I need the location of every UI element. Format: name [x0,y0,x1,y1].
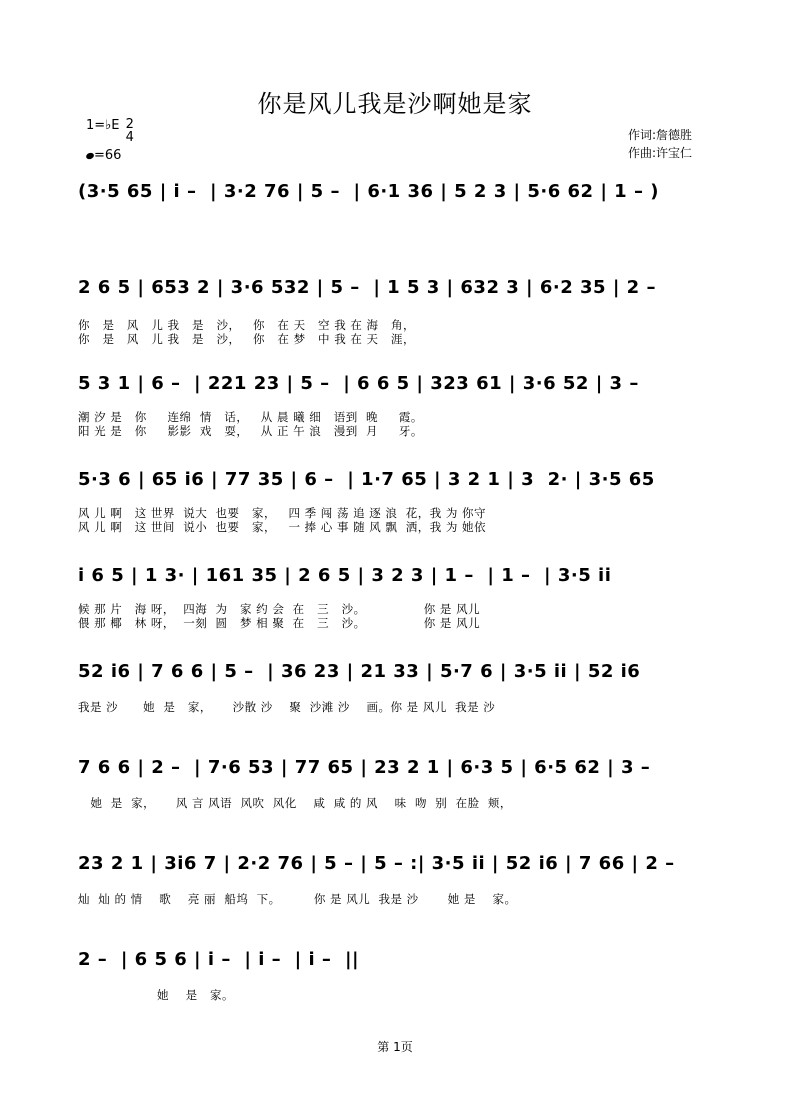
notation-line: i 6 5 | 1 3· | 161 35 | 2 6 5 | 3 2 3 | 1 – | 1 – | 3·5 ii [78,565,612,586]
notation-line: 52 i6 | 7 6 6 | 5 – | 36 23 | 21 33 | 5·7 6 | 3·5 ii | 52 i6 [78,661,641,682]
key-signature [86,118,134,164]
notation-line: 23 2 1 | 3i6 7 | 2·2 76 | 5 – | 5 – :| 3·5 ii | 52 i6 | 7 66 | 2 – [78,853,675,874]
lyric-line-1: 你 是 风 儿 我 是 沙， 你 在 天 空 我 在 海 角， [78,318,415,332]
composer: 作曲:许宝仁 [628,146,693,160]
lyricist: 作词:詹德胜 [628,128,693,142]
notation-line: 2 6 5 | 653 2 | 3·6 532 | 5 – | 1 5 3 | 632 3 | 6·2 35 | 2 – [78,277,656,298]
tempo: =66 [94,148,122,163]
credits [628,126,692,162]
notation-line: 2 – | 6 5 6 | i – | i – | i – || [78,949,360,970]
lyric-line-1: 风 儿 啊 这 世界 说大 也要 家， 四 季 闯 荡 追 逐 浪 花，我 为 你守 [78,506,487,520]
lyric-line-1: 潮 汐 是 你 连绵 情 话， 从 晨 曦 细 语到 晚 霞。 [78,410,423,424]
lyric-line-2: 偎 那 椰 林 呀， 一刻 圆 梦 相 聚 在 三 沙。 你 是 风儿 [78,616,481,630]
song-title: 你是风儿我是沙啊她是家 [257,90,533,118]
page-number: 第 1页 [377,1040,413,1054]
lyric-line-2: 风 儿 啊 这 世间 说小 也要 家， 一 捧 心 事 随 风 飘 洒，我 为 她依 [78,520,487,534]
notation-line: (3·5 65 | i – | 3·2 76 | 5 – | 6·1 36 | 5 2 3 | 5·6 62 | 1 – ) [78,181,659,202]
time-top: 2 [125,117,134,132]
time-bottom: 4 [125,130,134,145]
lyric-line-1: 我是 沙 她 是 家， 沙散 沙 聚 沙滩 沙 画。你 是 风儿 我是 沙 [78,700,496,714]
lyric-line-2: 你 是 风 儿 我 是 沙， 你 在 梦 中 我 在 天 涯， [78,332,415,346]
notation-line: 5·3 6 | 65 i6 | 77 35 | 6 – | 1·7 65 | 3 2 1 | 3 2· | 3·5 65 [78,469,655,490]
lyric-line-1: 候 那 片 海 呀， 四海 为 家 约 会 在 三 沙。 你 是 风儿 [78,602,481,616]
key-label: 1=♭E [86,118,120,133]
lyric-line-2: 阳 光 是 你 影影 戏 耍， 从 正 午 浪 漫到 月 牙。 [78,424,423,438]
notation-line: 7 6 6 | 2 – | 7·6 53 | 77 65 | 23 2 1 | 6·3 5 | 6·5 62 | 3 – [78,757,651,778]
notation-line: 5 3 1 | 6 – | 221 23 | 5 – | 6 6 5 | 323 61 | 3·6 52 | 3 – [78,373,639,394]
lyric-line-1: 她 是 家， 风 言 风语 风吹 风化 咸 咸 的 风 味 吻 别 在脸 颊， [78,796,512,810]
lyric-line-1: 她 是 家。 [78,988,235,1002]
lyric-line-1: 灿 灿 的 情 歌 亮 丽 船坞 下。 你 是 风儿 我是 沙 她 是 家。 [78,892,517,906]
